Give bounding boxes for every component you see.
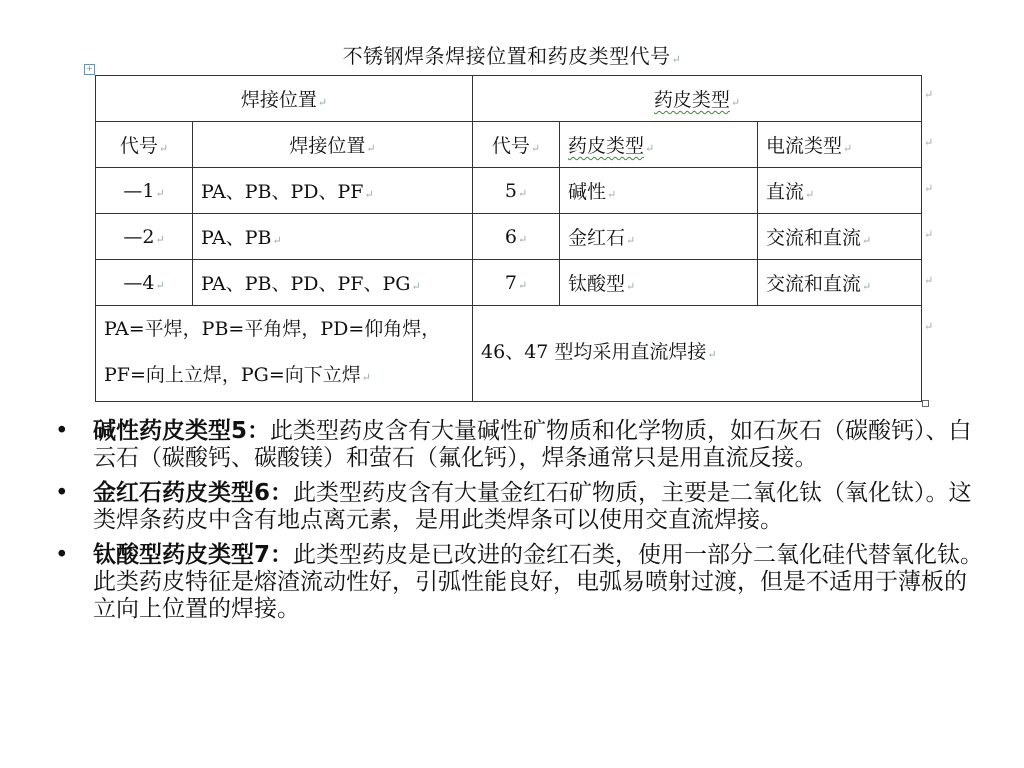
cell-position: PA、PB、PD、PF、PG↵	[193, 260, 473, 306]
table-move-handle-icon[interactable]: +	[84, 64, 95, 75]
header-current: 电流类型↵	[758, 122, 922, 168]
cell-position: PA、PB↵	[193, 214, 473, 260]
row-end-mark-icon: ↵	[924, 136, 934, 149]
bullet-icon: •	[55, 418, 69, 444]
cell-coat-type: 金红石↵	[560, 214, 758, 260]
table-resize-handle-icon[interactable]	[922, 400, 929, 407]
table-group-header-row	[96, 76, 922, 122]
electrode-spec-table	[95, 75, 922, 402]
cell-coat-code: 6↵	[473, 214, 560, 260]
paragraph-mark-icon: ↵	[671, 53, 682, 66]
header-coat-code: 代号↵	[473, 122, 560, 168]
header-coat-type: 药皮类型↵	[560, 122, 758, 168]
note-position-legend: PA=平焊，PB=平角焊，PD=仰角焊， PF=向上立焊，PG=向下立焊↵	[96, 306, 473, 402]
group-header-coating: 药皮类型↵	[473, 76, 922, 122]
cell-coat-code: 5↵	[473, 168, 560, 214]
list-item-heading: 钛酸型药皮类型7：	[93, 542, 294, 568]
list-item-text: 此类型药皮含有大量碱性矿物质和化学物质，如石灰石（碳酸钙）、白云石（碳酸钙、碳酸镁）和萤石（氟化钙），焊条通常只是用直流反接。	[93, 418, 972, 471]
list-item-text: 此类型药皮含有大量金红石矿物质，主要是二氧化钛（氧化钛）。这类焊条药皮中含有地点离元素，是用此类焊条可以使用交直流焊接。	[93, 480, 972, 533]
note-legend-line-1: PA=平焊，PB=平角焊，PD=仰角焊，	[104, 318, 441, 340]
table-row	[96, 260, 922, 306]
cell-coat-code: 7↵	[473, 260, 560, 306]
cell-coat-type: 钛酸型↵	[560, 260, 758, 306]
cell-code: —2↵	[96, 214, 193, 260]
row-end-mark-icon: ↵	[924, 88, 934, 101]
row-end-mark-icon: ↵	[924, 182, 934, 195]
cell-current: 交流和直流↵	[758, 260, 922, 306]
note-legend-line-2: PF=向上立焊，PG=向下立焊	[104, 364, 361, 386]
list-item-text: 此类型药皮是已改进的金红石类，使用一部分二氧化硅代替氧化钛。此类药皮特征是熔渣流动性好，引弧性能良好，电弧易喷射过渡，但是不适用于薄板的立向上位置的焊接。	[93, 542, 984, 622]
list-item	[55, 480, 985, 534]
table-title	[0, 40, 1024, 69]
cell-code: —1↵	[96, 168, 193, 214]
row-end-mark-icon: ↵	[924, 320, 934, 333]
list-item-heading: 碱性药皮类型5：	[93, 418, 271, 444]
header-code: 代号↵	[96, 122, 193, 168]
cell-current: 交流和直流↵	[758, 214, 922, 260]
cell-coat-type: 碱性↵	[560, 168, 758, 214]
bullet-icon: •	[55, 480, 69, 506]
coating-type-list	[55, 418, 985, 631]
list-item	[55, 542, 985, 623]
note-current: 46、47 型均采用直流焊接↵	[473, 306, 922, 402]
row-end-mark-icon: ↵	[924, 228, 934, 241]
header-position: 焊接位置↵	[193, 122, 473, 168]
list-item-heading: 金红石药皮类型6：	[93, 480, 294, 506]
table-header-row	[96, 122, 922, 168]
table-row	[96, 168, 922, 214]
bullet-icon: •	[55, 542, 69, 568]
group-header-position: 焊接位置↵	[96, 76, 473, 122]
table-note-row	[96, 306, 922, 402]
cell-code: —4↵	[96, 260, 193, 306]
row-end-mark-icon: ↵	[924, 274, 934, 287]
table-row	[96, 214, 922, 260]
cell-current: 直流↵	[758, 168, 922, 214]
table-title-text: 不锈钢焊条焊接位置和药皮类型代号	[342, 44, 671, 68]
cell-position: PA、PB、PD、PF↵	[193, 168, 473, 214]
list-item	[55, 418, 985, 472]
